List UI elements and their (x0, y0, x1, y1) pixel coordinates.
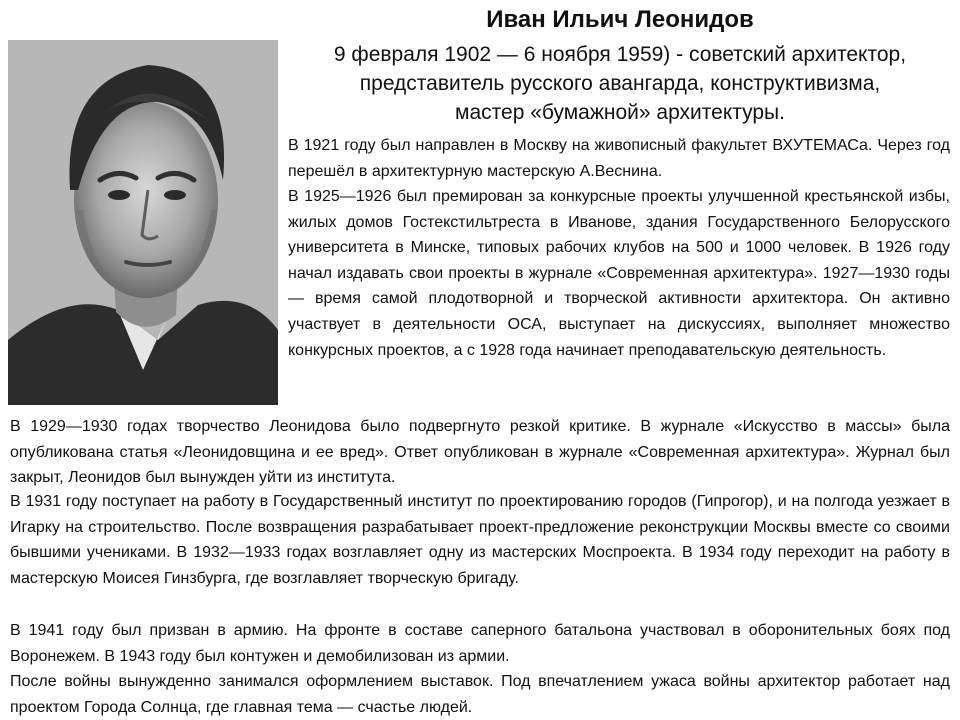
subtitle-line-1: 9 февраля 1902 — 6 ноября 1959) - советский архитектор, (333, 43, 907, 66)
paragraph-5: В 1941 году был призван в армию. На фронте в составе саперного батальона участвовал в оборонительных боях под Воронежем. В 1943 году был контужен и демобилизован из армии. (10, 622, 950, 665)
subtitle-line-3: мастер «бумажной» архитектуры. (455, 101, 785, 124)
paragraph-1: В 1921 году был направлен в Москву на живописный факультет ВХУТЕМАСа. Через год перешёл в архитектурную мастерскую А.Веснина. (288, 137, 950, 180)
header (282, 4, 958, 127)
paragraph-6: После войны вынужденно занимался оформлением выставок. Под впечатлением ужаса войны архитектор работает над проектом Города Солнца, где главная тема — счастье людей. (10, 673, 950, 716)
paragraph-2: В 1925—1926 был премирован за конкурсные проекты улучшенной крестьянской избы, жилых домов Гостекстильтреста в Иванове, здания Государственного Белорусского университета в Минске, типовых рабочих клубов на 500 и 1000 человек. В 1926 году начал издавать свои проекты в журнале «Современная архитектура». 1927—1930 годы — время самой плодотворной и творческой активности архитектора. Он активно участвует в деятельности ОСА, выступает на дискуссиях, выполняет множество конкурсных проектов, а с 1928 года начинает преподавательскую деятельность. (288, 188, 950, 359)
portrait-photo (8, 40, 278, 405)
paragraph-3: В 1929—1930 годах творчество Леонидова было подвергнуто резкой критике. В журнале «Искусство в массы» была опубликована статья «Леонидовщина и ее вред». Ответ опубликован в журнале «Современная архитектура». Журнал был закрыт, Леонидов был вынужден уйти из института. (10, 418, 950, 487)
portrait-illustration (8, 40, 278, 405)
page-title: Иван Ильич Леонидов (486, 6, 754, 33)
paragraph-4: В 1931 году поступает на работу в Государственный институт по проектированию городов (Гипрогор), и на полгода уезжает в Игарку на строительство. После возвращения разрабатывает проект-предложение реконструкции Москвы вместе со своими бывшими учениками. В 1932—1933 годах возглавляет одну из мастерских Моспроекта. В 1934 году переходит на работу в мастерскую Моисея Гинзбурга, где возглавляет творческую бригаду. (10, 493, 950, 587)
subtitle-line-2: представитель русского авангарда, конструктивизма, (359, 72, 881, 95)
